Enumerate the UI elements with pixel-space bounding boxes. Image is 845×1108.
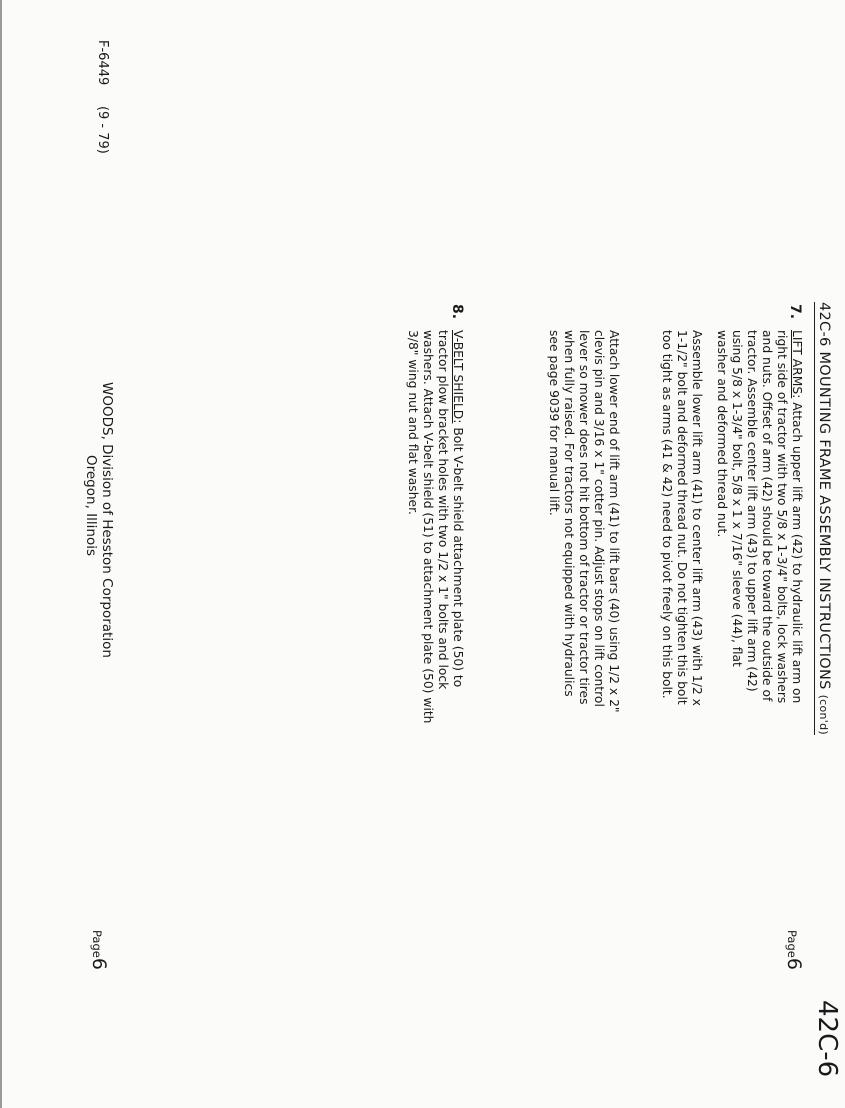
item-7-paragraph-1 xyxy=(714,330,804,712)
item-8-paragraph xyxy=(405,330,465,730)
form-number xyxy=(95,40,110,154)
page-title xyxy=(814,302,832,735)
page-word-bottom: Page xyxy=(90,930,104,958)
company-name: WOODS, Division of Hesston Corporation xyxy=(99,382,115,658)
page-word: Page xyxy=(785,930,799,958)
page-title-suffix: (con'd) xyxy=(817,694,830,736)
item-8-heading: V-BELT SHIELD: xyxy=(451,330,465,424)
item-7-text: Attach upper lift arm (42) to hydraulic lift arm on right side of tractor with two 5/8 x 1-3/4" bolts, lock washers and nuts. Offset of arm (42) should be toward the outside of tractor. Assemble center lift arm (43) to upper lift arm (42) using 5/8 x 1-3/4" bolt, 5/8 x 1 x 7/16" sleeve (44), flat washer and deformed thread nut. xyxy=(715,330,804,704)
form-number-date: (9 - 79) xyxy=(95,105,110,154)
item-7-heading: LIFT ARMS: xyxy=(790,330,804,399)
document-id: 42C-6 xyxy=(812,1000,842,1078)
page-title-text: 42C-6 MOUNTING FRAME ASSEMBLY INSTRUCTIONS xyxy=(816,302,832,690)
company-location: Oregon, Illinois xyxy=(83,455,99,556)
page-number-value: 6 xyxy=(783,957,805,970)
item-7-number: 7. xyxy=(787,304,803,320)
item-8-number: 8. xyxy=(449,304,465,320)
item-7-paragraph-3: Attach lower end of lift arm (41) to lift bars (40) using 1/2 x 2" clevis pin and 3/16 x 1" cotter pin. Adjust stops on lift control lever so mower does not hit bottom of tractor or tractor tires when fully raised. For tractors not equipped with hydraulics see page 9039 for manual lift. xyxy=(547,330,621,713)
item-7-paragraph-2: Assemble lower lift arm (41) to center lift arm (43) with 1/2 x 1-1/2" bolt and deformed thread nut. Do not tighten this bolt too tight as arms (41 & 42) need to pivot freely on this bolt. xyxy=(660,330,704,706)
item-8-text: Bolt V-belt shield attachment plate (50) to tractor plow bracket holes with two 1/2 x 1" bolts and lock washers. Attach V-belt shield (51) to attachment plate (50) with 3/8" wing nut and flat washer. xyxy=(406,330,465,724)
page-number-bottom xyxy=(88,930,110,970)
page-number-top xyxy=(783,930,805,970)
form-number-code: F-6449 xyxy=(95,40,110,86)
page-number-bottom-value: 6 xyxy=(88,957,110,970)
